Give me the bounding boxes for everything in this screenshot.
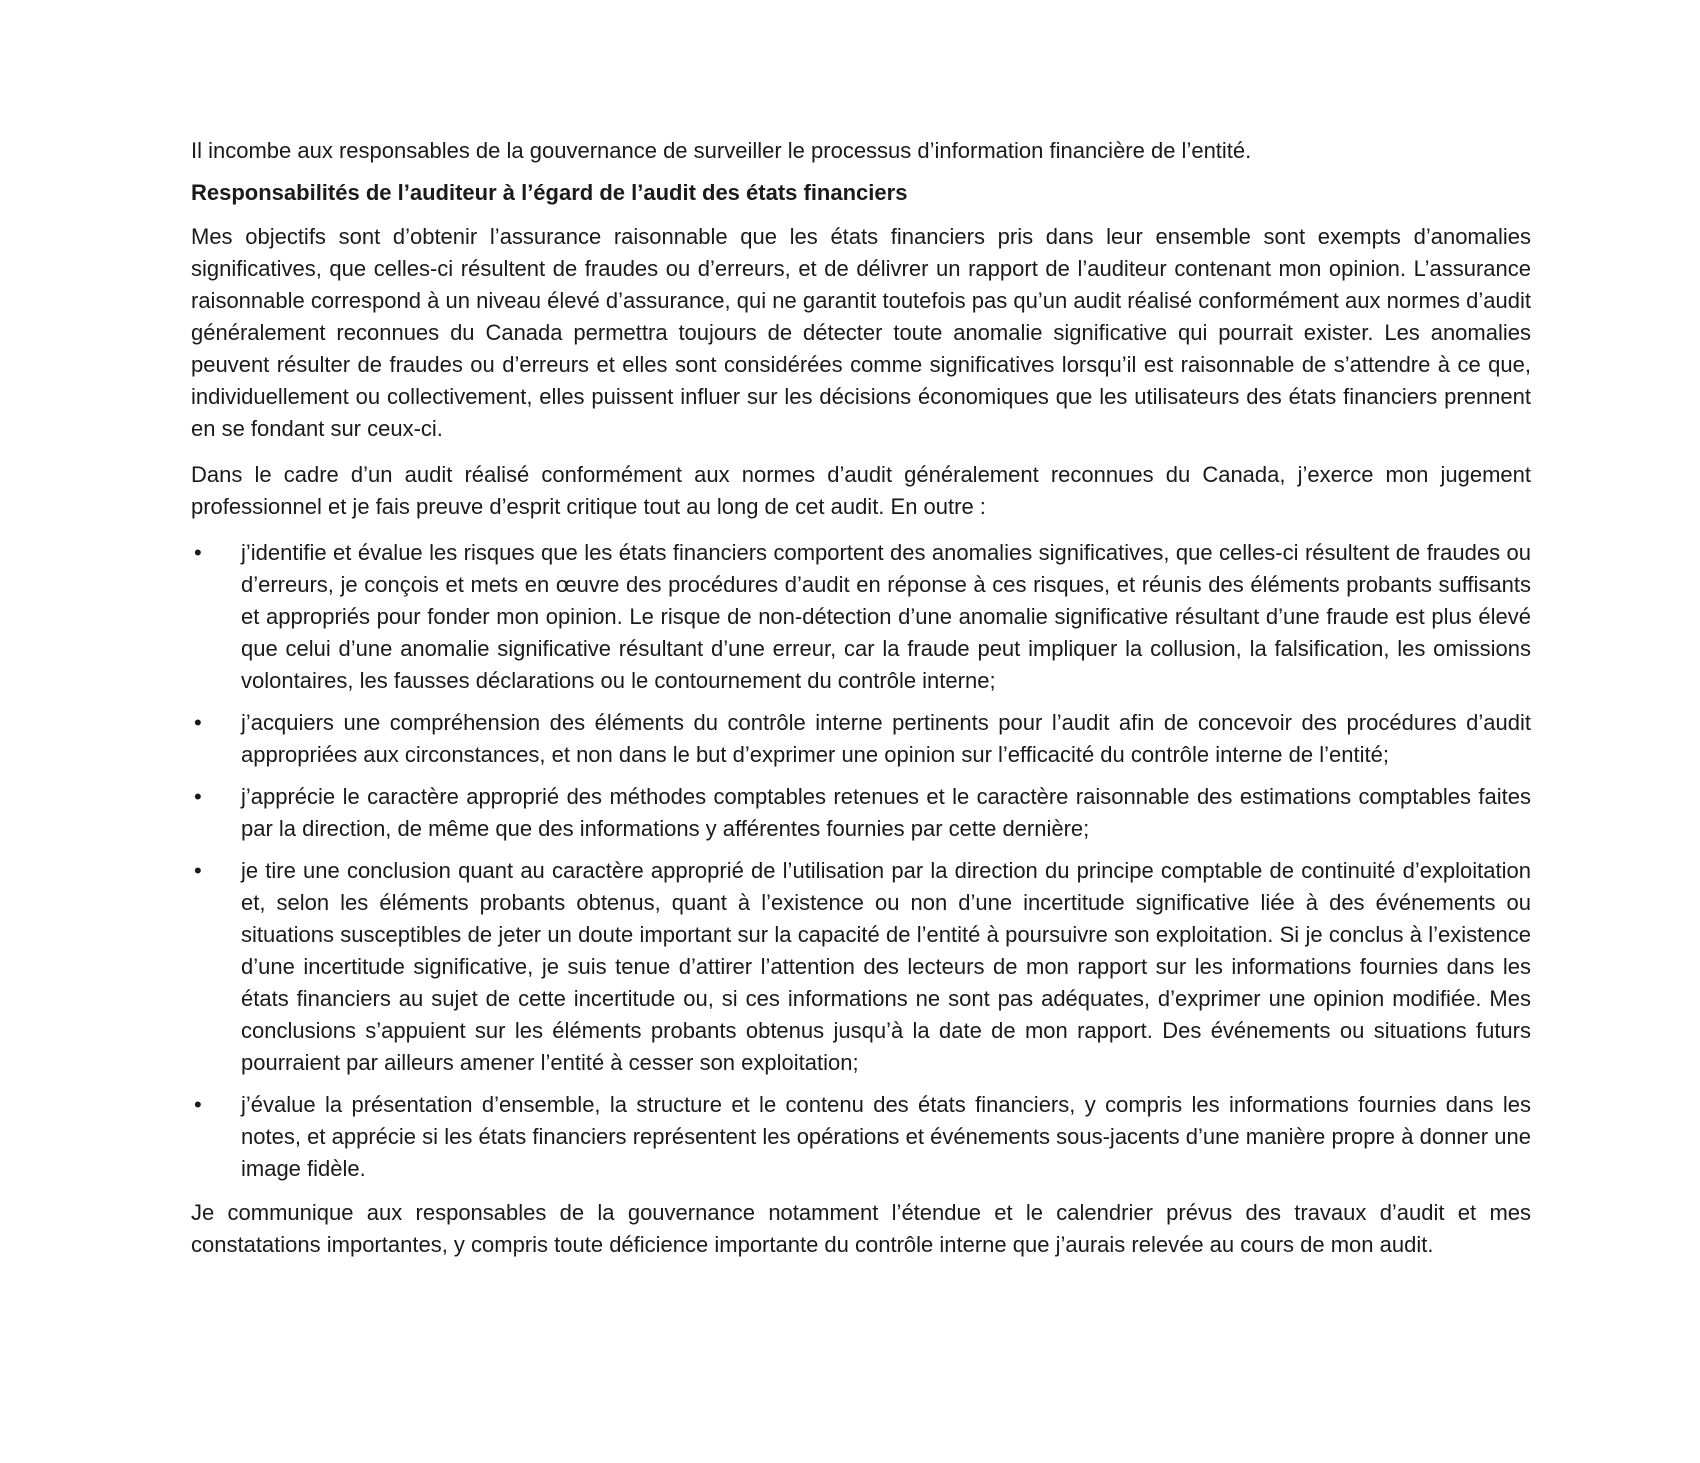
bullet-icon: • [194, 710, 202, 735]
list-item-text: j’évalue la présentation d’ensemble, la structure et le contenu des états financiers, y compris les informations fournies dans les notes, et apprécie si les états financiers représentent les opérations et événements sous-jacents d’une manière propre à donner une image fidèle. [241, 1092, 1531, 1181]
list-item [191, 781, 1531, 845]
list-item-text: j’apprécie le caractère approprié des méthodes comptables retenues et le caractère raisonnable des estimations comptables faites par la direction, de même que des informations y afférentes fournies par cette dernière; [241, 784, 1531, 841]
list-item [191, 855, 1531, 1079]
list-item-text: j’identifie et évalue les risques que les états financiers comportent des anomalies significatives, que celles-ci résultent de fraudes ou d’erreurs, je conçois et mets en œuvre des procédures d’audit en réponse à ces risques, et réunis des éléments probants suffisants et appropriés pour fonder mon opinion. Le risque de non-détection d’une anomalie significative résultant d’une fraude est plus élevé que celui d’une anomalie significative résultant d’une erreur, car la fraude peut impliquer la collusion, la falsification, les omissions volontaires, les fausses déclarations ou le contournement du contrôle interne; [241, 540, 1531, 693]
bullet-icon: • [194, 784, 202, 809]
bullet-icon: • [194, 858, 202, 883]
list-item-text: j’acquiers une compréhension des éléments du contrôle interne pertinents pour l’audit afin de concevoir des procédures d’audit appropriées aux circonstances, et non dans le but d’exprimer une opinion sur l’efficacité du contrôle interne de l’entité; [241, 710, 1531, 767]
list-item [191, 537, 1531, 697]
document-page [191, 135, 1531, 1275]
bullet-icon: • [194, 540, 202, 565]
responsibilities-list [191, 537, 1531, 1185]
bullet-icon: • [194, 1092, 202, 1117]
communication-paragraph: Je communique aux responsables de la gouvernance notamment l’étendue et le calendrier prévus des travaux d’audit et mes constatations importantes, y compris toute déficience importante du contrôle interne que j’aurais relevée au cours de mon audit. [191, 1200, 1531, 1257]
objectives-paragraph: Mes objectifs sont d’obtenir l’assurance raisonnable que les états financiers pris dans leur ensemble sont exempts d’anomalies significatives, que celles-ci résultent de fraudes ou d’erreurs, et de délivrer un rapport de l’auditeur contenant mon opinion. L’assurance raisonnable correspond à un niveau élevé d’assurance, qui ne garantit toutefois pas qu’un audit réalisé conformément aux normes d’audit généralement reconnues du Canada permettra toujours de détecter toute anomalie significative qui pourrait exister. Les anomalies peuvent résulter de fraudes ou d’erreurs et elles sont considérées comme significatives lorsqu’il est raisonnable de s’attendre à ce que, individuellement ou collectivement, elles puissent influer sur les décisions économiques que les utilisateurs des états financiers prennent en se fondant sur ceux-ci. [191, 224, 1531, 441]
list-item-text: je tire une conclusion quant au caractère approprié de l’utilisation par la direction du principe comptable de continuité d’exploitation et, selon les éléments probants obtenus, quant à l’existence ou non d’une incertitude significative liée à des événements ou situations susceptibles de jeter un doute important sur la capacité de l’entité à poursuivre son exploitation. Si je conclus à l’existence d’une incertitude significative, je suis tenue d’attirer l’attention des lecteurs de mon rapport sur les informations fournies dans les états financiers au sujet de cette incertitude ou, si ces informations ne sont pas adéquates, d’exprimer une opinion modifiée. Mes conclusions s’appuient sur les éléments probants obtenus jusqu’à la date de mon rapport. Des événements ou situations futurs pourraient par ailleurs amener l’entité à cesser son exploitation; [241, 858, 1531, 1075]
list-item [191, 1089, 1531, 1185]
framework-paragraph: Dans le cadre d’un audit réalisé conformément aux normes d’audit généralement reconnues du Canada, j’exerce mon jugement professionnel et je fais preuve d’esprit critique tout au long de cet audit. En outre : [191, 462, 1531, 519]
intro-paragraph: Il incombe aux responsables de la gouvernance de surveiller le processus d’information financière de l’entité. [191, 138, 1252, 163]
section-heading: Responsabilités de l’auditeur à l’égard de l’audit des états financiers [191, 180, 908, 205]
list-item [191, 707, 1531, 771]
